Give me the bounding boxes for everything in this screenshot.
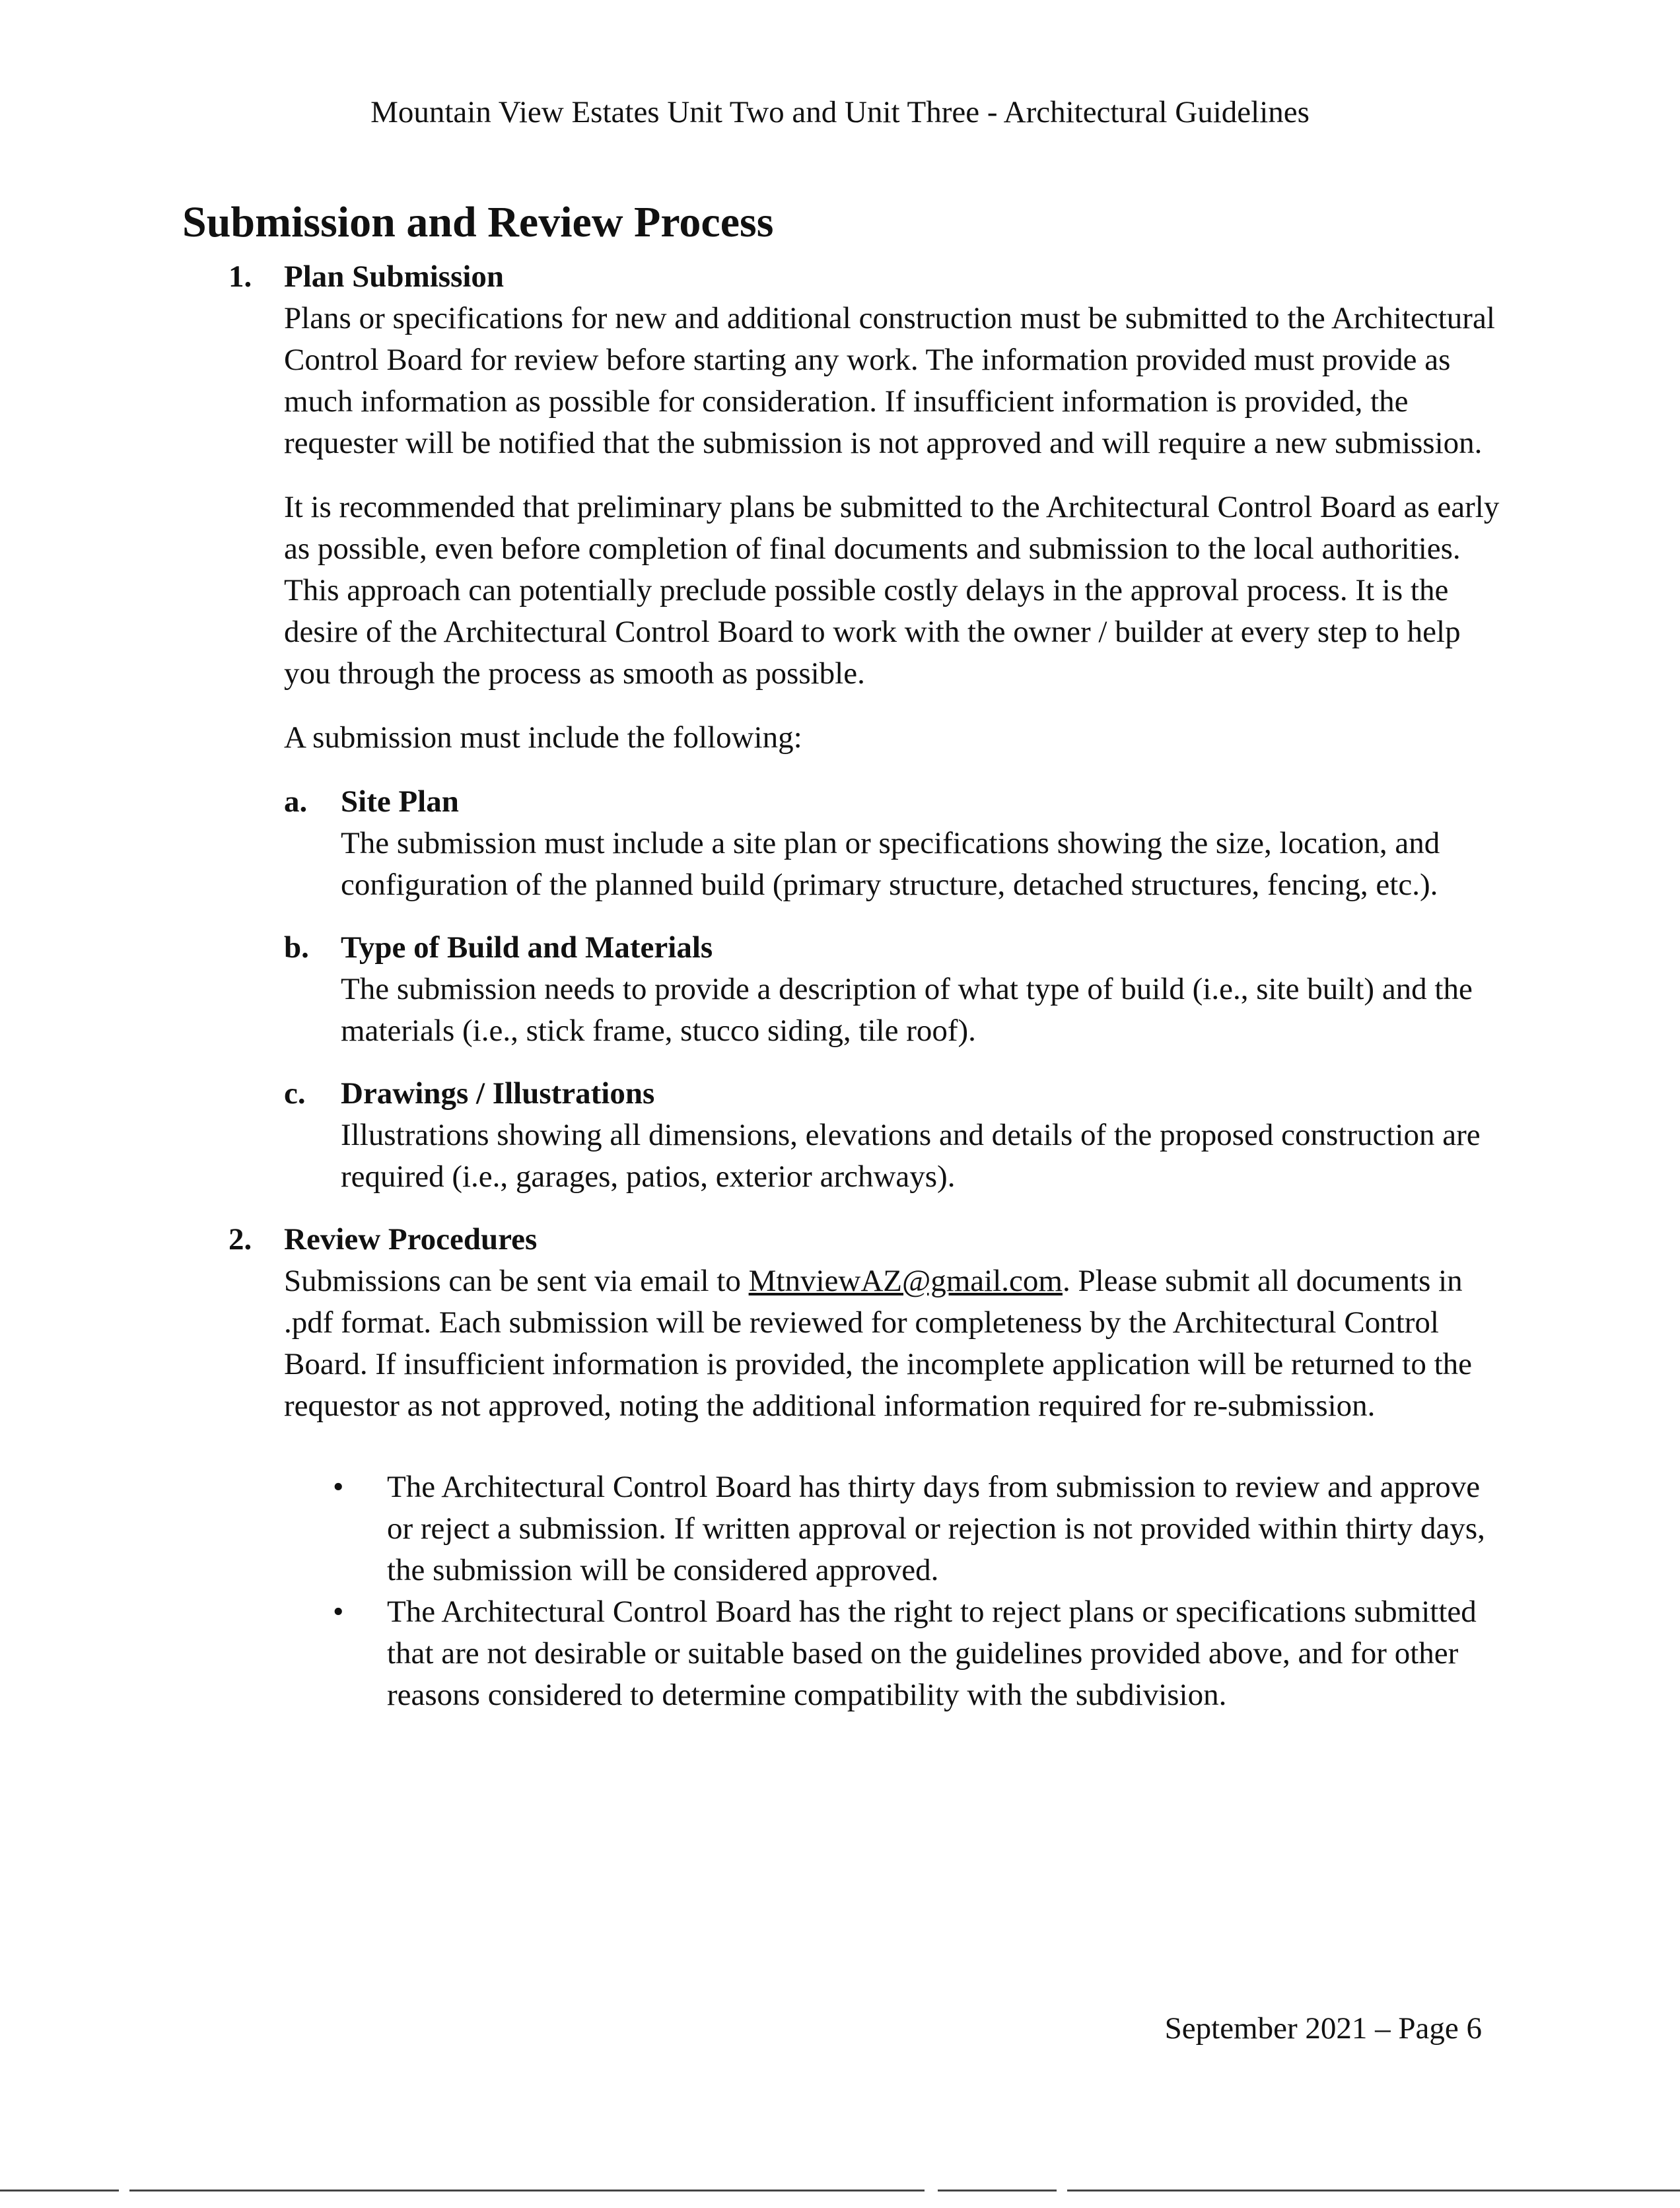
bullet-item: [284, 1466, 1503, 1591]
item-number: 2.: [228, 1222, 252, 1257]
item-number: 1.: [228, 259, 252, 294]
paragraph: Plans or specifications for new and additional construction must be submitted to the Architectural Control Board for review before starting any work. The information provided must provide as much information as possible for consideration. If insufficient information is provided, the requester will be notified that the submission is not approved and will require a new submission.: [284, 301, 1495, 460]
bullet-item: [284, 1591, 1503, 1716]
item-title: Review Procedures: [284, 1222, 538, 1257]
bullet-text: The Architectural Control Board has thirty days from submission to review and approve or reject a submission. If written approval or rejection is not provided within thirty days, the submission will be considered approved.: [387, 1470, 1485, 1587]
sub-item-letter: c.: [284, 1076, 306, 1111]
section-title: Submission and Review Process: [182, 198, 774, 246]
numbered-item-plan-submission: [182, 256, 1503, 1198]
email-link[interactable]: MtnviewAZ@gmail.com: [748, 1264, 1063, 1298]
sub-item-text: The submission must include a site plan or specifications showing the size, location, and configuration of the planned build (primary structure, detached structures, fencing, etc.).: [341, 826, 1440, 902]
sub-list: [284, 781, 1503, 1198]
paragraph: [284, 1260, 1503, 1427]
bullet-text: The Architectural Control Board has the right to reject plans or specifications submitted that are not desirable or suitable based on the guidelines provided above, and for other reasons considered to determine compatibility with the subdivision.: [387, 1595, 1477, 1712]
paragraph: A submission must include the following:: [284, 720, 802, 755]
sub-item-text: The submission needs to provide a description of what type of build (i.e., site built) and the materials (i.e., stick frame, stucco siding, tile roof).: [341, 972, 1473, 1048]
bullet-icon: •: [333, 1470, 344, 1504]
sub-item-title: Drawings / Illustrations: [341, 1076, 655, 1111]
sub-item-text: Illustrations showing all dimensions, elevations and details of the proposed construction are required (i.e., garages, patios, exterior archways).: [341, 1118, 1481, 1194]
intro-text-continued: . Please submit all documents in .pdf format. Each submission will be reviewed for completeness by the Architectural Control Board. If insufficient information is provided, the incomplete application will be returned to the requestor as not approved, noting the additional information required for re-submission.: [284, 1264, 1473, 1423]
paragraph: It is recommended that preliminary plans be submitted to the Architectural Control Board as early as possible, even before completion of final documents and submission to the local authorities. This approach can potentially preclude possible costly delays in the approval process. It is the desire of the Architectural Control Board to work with the owner / builder at every step to help you through the process as smooth as possible.: [284, 490, 1500, 691]
intro-text: Submissions can be sent via email to: [284, 1264, 749, 1298]
numbered-item-review-procedures: [182, 1219, 1503, 1716]
sub-item-letter: b.: [284, 930, 309, 965]
sub-item-letter: a.: [284, 784, 308, 819]
page-footer: September 2021 – Page 6: [1164, 2011, 1482, 2046]
bullet-list: [284, 1466, 1503, 1716]
sub-item-site-plan: [284, 781, 1503, 906]
sub-item-type-of-build: [284, 927, 1503, 1052]
page-header: Mountain View Estates Unit Two and Unit Three - Architectural Guidelines: [370, 95, 1310, 129]
bullet-icon: •: [333, 1595, 344, 1629]
item-title: Plan Submission: [284, 259, 505, 294]
sub-item-title: Site Plan: [341, 784, 459, 819]
sub-item-title: Type of Build and Materials: [341, 930, 713, 965]
sub-item-drawings: [284, 1073, 1503, 1198]
bottom-rule: [0, 2190, 1680, 2191]
document-body: [182, 256, 1503, 1747]
